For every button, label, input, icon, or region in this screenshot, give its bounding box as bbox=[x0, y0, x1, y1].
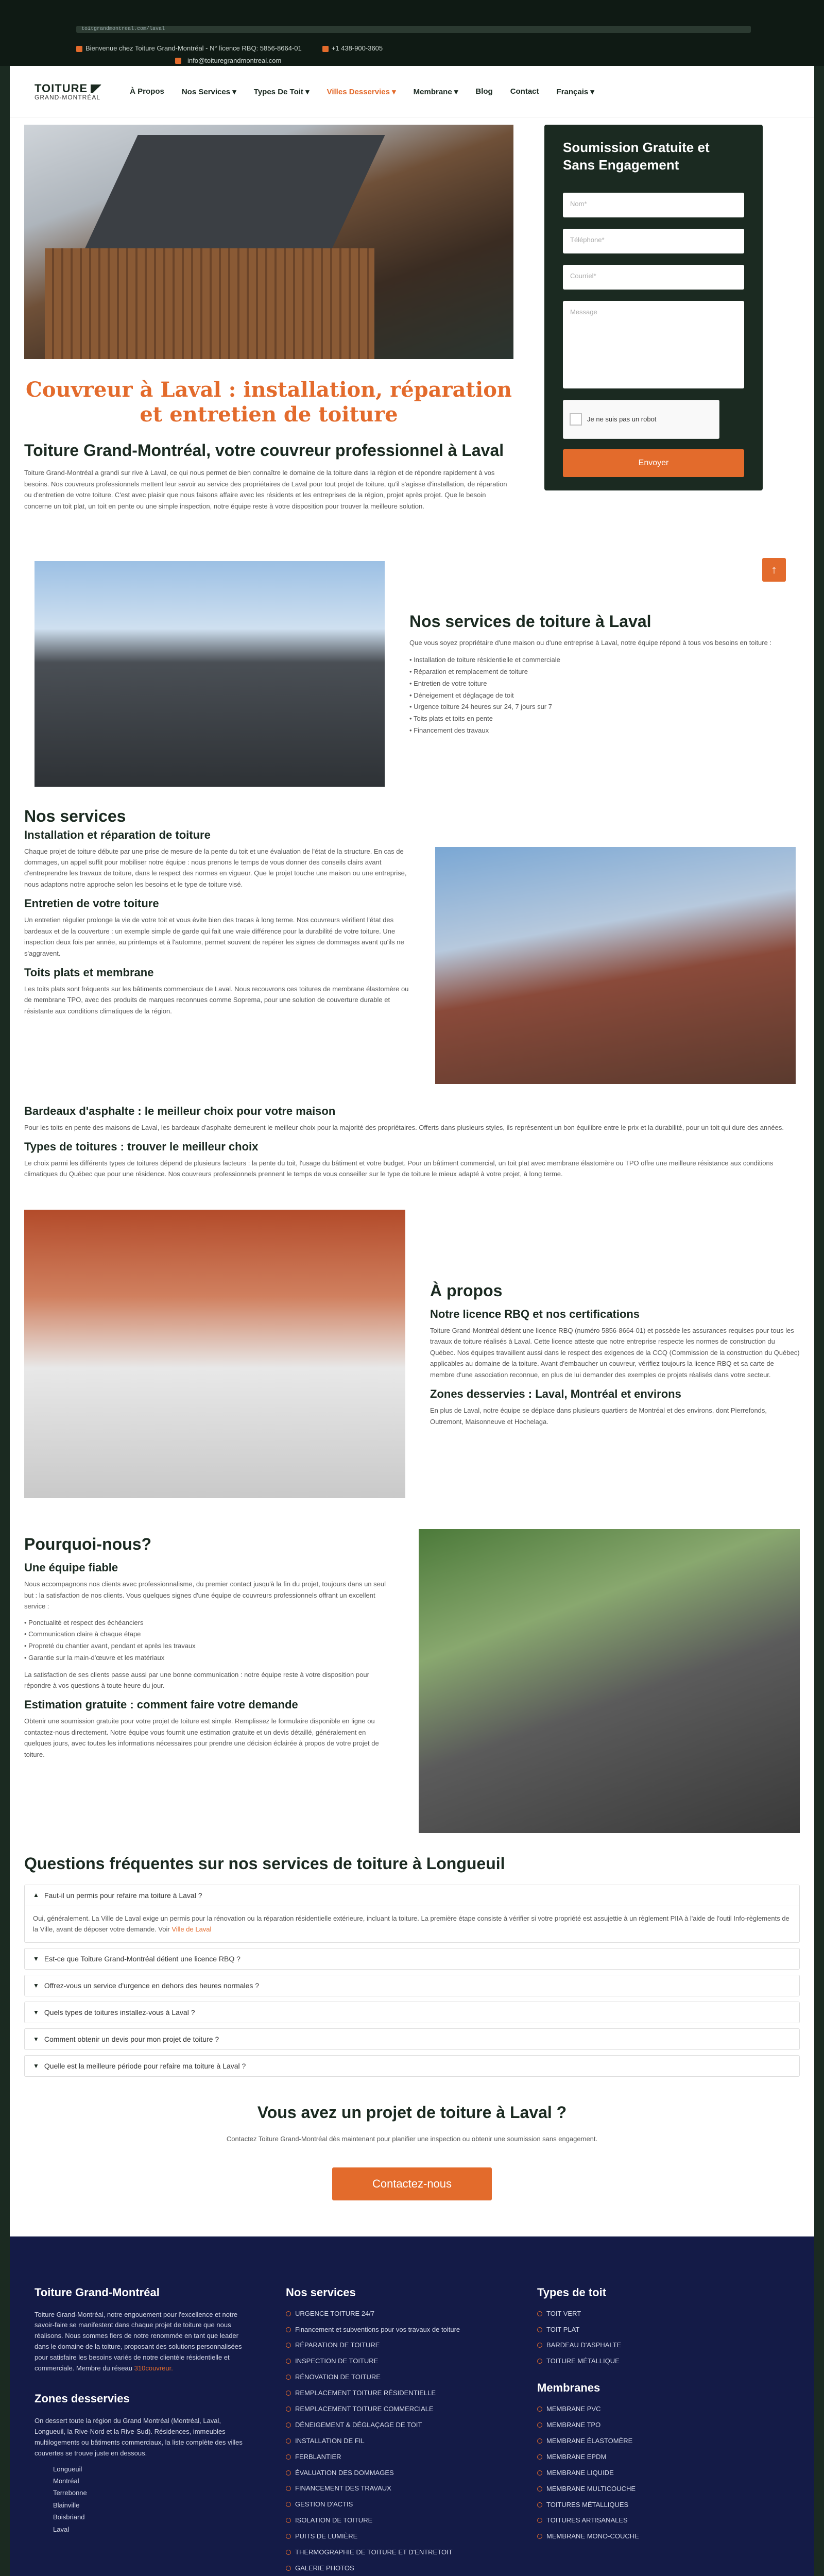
chevron-down-icon: ▼ bbox=[33, 1981, 39, 1989]
faq-item[interactable]: ▼ Comment obtenir un devis pour mon projet de toiture ? bbox=[24, 2028, 800, 2050]
entretien-text: Un entretien régulier prolonge la vie de votre toit et vous évite bien des tracas à long terme. Nos couvreurs vérifient l'état des bardeaux et de la couverture : un exemple simple de garde qui fait une vraie différence pour la durabilité de votre toiture. Une inspection deux fois par année, au printemps et à l'automne, permet souvent de repérer les signes de dommages avant qu'ils ne s'aggravent. bbox=[24, 916, 404, 957]
nav-item-services[interactable]: Nos Services ▾ bbox=[181, 87, 236, 96]
installation-title: Installation et réparation de toiture bbox=[24, 828, 211, 841]
recaptcha[interactable] bbox=[563, 400, 719, 439]
footer-membranes-title: Membranes bbox=[537, 2381, 600, 2395]
zone-link[interactable]: Terrebonne bbox=[53, 2489, 87, 2497]
footer-link[interactable]: TOIT PLAT bbox=[537, 2326, 753, 2334]
contact-button[interactable]: Contactez-nous bbox=[332, 2167, 492, 2200]
footer-link[interactable]: MEMBRANE LIQUIDE bbox=[537, 2469, 753, 2478]
services-title: Nos services de toiture à Laval bbox=[409, 612, 651, 631]
zone-link[interactable]: Longueuil bbox=[53, 2465, 82, 2473]
services-intro: Que vous soyez propriétaire d'une maison ou d'une entreprise à Laval, notre équipe répond à tous vos besoins en toiture : bbox=[409, 638, 772, 647]
list-item: • Communication claire à chaque étape bbox=[24, 1629, 394, 1640]
footer-link[interactable]: ÉVALUATION DES DOMMAGES bbox=[286, 2469, 502, 2478]
footer-link[interactable]: RÉNOVATION DE TOITURE bbox=[286, 2373, 502, 2382]
nav-item-membrane[interactable]: Membrane ▾ bbox=[413, 87, 458, 96]
faq-section bbox=[10, 1833, 814, 2077]
chevron-up-icon: ▲ bbox=[33, 1891, 39, 1899]
cta-section bbox=[10, 2082, 814, 2236]
faq-item[interactable]: ▼ Offrez-vous un service d'urgence en dehors des heures normales ? bbox=[24, 1975, 800, 1996]
phone-link[interactable]: +1 438-900-3605 bbox=[322, 44, 383, 52]
equipe-text: Nous accompagnons nos clients avec professionnalisme, du premier contact jusqu'à la fin du projet, toujours dans un seul but : la satisfaction de nos clients. Vous quelques signes d'une équipe de couvreurs professionnels offrant un excellent service : bbox=[24, 1580, 386, 1611]
chevron-down-icon: ▼ bbox=[33, 2062, 39, 2070]
welcome-text: Bienvenue chez Toiture Grand-Montréal - N° licence RBQ: 5856-8664-01 bbox=[76, 44, 302, 52]
captcha-checkbox[interactable] bbox=[570, 413, 582, 426]
footer-link[interactable]: TOITURE MÉTALLIQUE bbox=[537, 2357, 753, 2366]
footer-link[interactable]: REMPLACEMENT TOITURE COMMERCIALE bbox=[286, 2405, 502, 2414]
hero-image bbox=[24, 125, 513, 359]
list-item: • Réparation et remplacement de toiture bbox=[409, 666, 771, 678]
cta-text: Contactez Toiture Grand-Montréal dès maintenant pour planifier une inspection ou obtenir une soumission sans engagement. bbox=[226, 2135, 598, 2143]
apropos-title: À propos bbox=[430, 1281, 503, 1300]
faq-title: Questions fréquentes sur nos services de toiture à Longueuil bbox=[24, 1854, 505, 1873]
captcha-label: Je ne suis pas un robot bbox=[587, 415, 657, 423]
services-section bbox=[10, 512, 814, 787]
logo-text-bottom: GRAND-MONTRÉAL bbox=[35, 93, 101, 101]
footer-link[interactable]: FERBLANTIER bbox=[286, 2453, 502, 2462]
home-icon bbox=[76, 46, 82, 52]
top-bar bbox=[0, 0, 824, 66]
footer-link[interactable]: Financement et subventions pour vos travaux de toiture bbox=[286, 2326, 502, 2334]
types-title: Types de toitures : trouver le meilleur choix bbox=[24, 1140, 259, 1153]
footer-zones-text: On dessert toute la région du Grand Montréal (Montréal, Laval, Longueuil, la Rive-Nord et la Rive-Sud). Résidences, immeubles multilogements ou bâtiments commerciaux, la liste complète des villes couvertes se trouve juste en dessous. bbox=[35, 2417, 243, 2457]
zones-text: En plus de Laval, notre équipe se déplace dans plusieurs quartiers de Montréal et des environs, dont Pierrefonds, Outremont, Maisonneuve et Hochelaga. bbox=[430, 1406, 767, 1426]
message-field[interactable]: Message bbox=[563, 301, 744, 388]
page-title: Couvreur à Laval : installation, réparation et entretien de toiture bbox=[26, 378, 512, 427]
toits-plats-title: Toits plats et membrane bbox=[24, 966, 154, 979]
footer-link[interactable]: INSTALLATION DE FIL bbox=[286, 2437, 502, 2446]
worker-image bbox=[24, 1210, 405, 1498]
faq-item-open[interactable] bbox=[24, 1885, 800, 1943]
zone-link[interactable]: Blainville bbox=[53, 2501, 80, 2509]
list-item: • Propreté du chantier avant, pendant et après les travaux bbox=[24, 1640, 394, 1652]
footer-link[interactable]: ISOLATION DE TOITURE bbox=[286, 2516, 502, 2525]
list-item: • Urgence toiture 24 heures sur 24, 7 jours sur 7 bbox=[409, 701, 771, 713]
footer-link[interactable]: INSPECTION DE TOITURE bbox=[286, 2357, 502, 2366]
nav-item-blog[interactable]: Blog bbox=[475, 87, 493, 96]
licence-text: Toiture Grand-Montréal détient une licence RBQ (numéro 5856-8664-01) et possède les assurances requises pour tous les travaux de toiture réalisés à Laval. Cette licence atteste que notre entreprise respecte les normes de construction du Québec. Nos équipes travaillent aussi dans le respect des exigences de la CCQ (Commission de la construction du Québec) applicables au domaine de la toiture. Avant d'embaucher un couvreur, vérifiez toujours la licence RBQ et sa carte de membre d'une association reconnue, en plus de lui demander des exemples de projets réalisés dans votre secteur. bbox=[430, 1327, 800, 1379]
footer-link[interactable]: THERMOGRAPHIE DE TOITURE ET D'ENTRETOIT bbox=[286, 2548, 502, 2557]
bardeaux-title: Bardeaux d'asphalte : le meilleur choix pour votre maison bbox=[24, 1104, 336, 1117]
zone-link[interactable]: Laval bbox=[53, 2525, 70, 2533]
zone-link[interactable]: Montréal bbox=[53, 2477, 79, 2485]
scroll-top-button[interactable]: ↑ bbox=[762, 558, 786, 582]
footer bbox=[10, 2236, 814, 2576]
footer-link[interactable]: PUITS DE LUMIÈRE bbox=[286, 2532, 502, 2541]
toits-plats-text: Les toits plats sont fréquents sur les bâtiments commerciaux de Laval. Nous recouvrons ces toitures de membrane élastomère ou de membrane TPO, avec des produits de marques reconnues comme Soprema, pour une solution de couverture durable et résistante aux conditions climatiques de la région. bbox=[24, 985, 409, 1015]
nos-services-title: Nos services bbox=[24, 807, 126, 826]
footer-zones-title: Zones desservies bbox=[35, 2392, 130, 2405]
footer-link[interactable]: GESTION D'ACTIS bbox=[286, 2500, 502, 2509]
logo[interactable] bbox=[35, 83, 104, 100]
footer-link[interactable]: TOITURES ARTISANALES bbox=[537, 2516, 753, 2525]
footer-about-title: Toiture Grand-Montréal bbox=[35, 2285, 160, 2299]
footer-link[interactable]: MEMBRANE ÉLASTOMÈRE bbox=[537, 2437, 753, 2446]
email-link[interactable]: info@toituregrandmontreal.com bbox=[175, 57, 281, 64]
page bbox=[10, 0, 814, 2576]
equipe-title: Une équipe fiable bbox=[24, 1561, 118, 1574]
form-title: Soumission Gratuite et Sans Engagement bbox=[563, 140, 710, 173]
footer-link[interactable]: TOITURES MÉTALLIQUES bbox=[537, 2501, 753, 2510]
services-list bbox=[409, 654, 771, 736]
bardeaux-text: Pour les toits en pente des maisons de Laval, les bardeaux d'asphalte demeurent le meilleur choix pour la majorité des propriétaires. Offerts dans plusieurs styles, ils représentent un bon équilibre entre le prix et la durabilité, pour un toit qui dure des années. bbox=[24, 1123, 784, 1131]
list-item: • Ponctualité et respect des échéanciers bbox=[24, 1617, 394, 1629]
list-item: • Financement des travaux bbox=[409, 725, 771, 737]
footer-about-text: Toiture Grand-Montréal, notre engouement pour l'excellence et notre savoir-faire se manifestent dans chaque projet de toiture que nous réalisons. Nous sommes fiers de notre renommée en tant que leader dans le domaine de la toiture, proposant des solutions personnalisées pour satisfaire les besoins variés de notre clientèle résidentielle et commerciale. Membre du réseau bbox=[35, 2310, 242, 2372]
nav-item-contact[interactable]: Contact bbox=[510, 87, 539, 96]
hero-subtitle: Toiture Grand-Montréal, votre couvreur professionnel à Laval bbox=[24, 441, 504, 460]
cta-title: Vous avez un projet de toiture à Laval ? bbox=[257, 2103, 567, 2122]
submit-button[interactable]: Envoyer bbox=[563, 449, 744, 477]
footer-link[interactable]: MEMBRANE EPDM bbox=[537, 2453, 753, 2462]
roof-image bbox=[435, 847, 796, 1084]
quote-form bbox=[544, 125, 763, 490]
faq-item[interactable]: ▼ Quels types de toitures installez-vous à Laval ? bbox=[24, 2002, 800, 2023]
email-field[interactable]: Courriel* bbox=[563, 265, 744, 290]
mail-icon bbox=[175, 58, 181, 64]
types-text: Le choix parmi les différents types de toitures dépend de plusieurs facteurs : la pente du toit, l'usage du bâtiment et votre budget. Pour un bâtiment commercial, un toit plat avec membrane élastomère ou TPO offre une meilleure résistance aux conditions climatiques du Québec que pour une résidence. Nos couvreurs professionnels prennent le temps de vous conseiller sur le type de toiture le mieux adapté à votre projet, à long terme. bbox=[24, 1159, 774, 1178]
nav-item-a-propos[interactable]: À Propos bbox=[130, 87, 164, 96]
faq-question: Faut-il un permis pour refaire ma toiture à Laval ? bbox=[44, 1891, 202, 1900]
list-item: • Garantie sur la main-d'œuvre et les matériaux bbox=[24, 1652, 394, 1664]
chevron-down-icon: ▼ bbox=[33, 2008, 39, 2016]
nav-item-villes[interactable]: Villes Desservies ▾ bbox=[327, 87, 396, 96]
footer-link[interactable]: URGENCE TOITURE 24/7 bbox=[286, 2310, 502, 2318]
logo-text-top: TOITURE bbox=[35, 81, 88, 95]
pourquoi-section bbox=[10, 1498, 814, 1833]
footer-services-title: Nos services bbox=[286, 2285, 356, 2299]
footer-link[interactable]: DÉNEIGEMENT & DÉGLAÇAGE DE TOIT bbox=[286, 2421, 502, 2430]
chevron-down-icon: ▼ bbox=[33, 1955, 39, 1962]
installation-text: Chaque projet de toiture débute par une prise de mesure de la pente du toit et une évaluation de l'état de la structure. En cas de dommages, un appel suffit pour mobiliser notre équipe : nous prenons le temps de vous donner des conseils clairs avant d'entreprendre les travaux de toiture, dans le respect des normes en vigueur. Que le projet touche une maison ou une entreprise, nous adaptons notre approche selon les besoins et le type de toiture visé. bbox=[24, 847, 407, 888]
list-item: • Déneigement et déglaçage de toit bbox=[409, 690, 771, 702]
pourquoi-title: Pourquoi-nous? bbox=[24, 1534, 152, 1553]
list-item: • Entretien de votre toiture bbox=[409, 678, 771, 690]
licence-title: Notre licence RBQ et nos certifications bbox=[430, 1308, 640, 1320]
zone-link[interactable]: Boisbriand bbox=[53, 2513, 85, 2521]
nos-services-section bbox=[10, 787, 814, 1180]
faq-item[interactable]: ▼ Est-ce que Toiture Grand-Montréal détient une licence RBQ ? bbox=[24, 1948, 800, 1970]
shingles-image bbox=[419, 1529, 800, 1833]
list-item: • Installation de toiture résidentielle et commerciale bbox=[409, 654, 771, 666]
ville-laval-link[interactable]: Ville de Laval bbox=[171, 1925, 212, 1934]
faq-item[interactable]: ▼ Quelle est la meilleure période pour refaire ma toiture à Laval ? bbox=[24, 2055, 800, 2077]
chevron-down-icon: ▼ bbox=[33, 2035, 39, 2043]
entretien-title: Entretien de votre toiture bbox=[24, 897, 159, 910]
network-link[interactable]: 310couvreur. bbox=[134, 2364, 173, 2372]
footer-link[interactable]: REMPLACEMENT TOITURE RÉSIDENTIELLE bbox=[286, 2389, 502, 2398]
footer-link[interactable]: MEMBRANE PVC bbox=[537, 2405, 753, 2414]
hero-intro: Toiture Grand-Montréal a grandi sur rive à Laval, ce qui nous permet de bien connaître le domaine de la toiture dans la région et de répondre rapidement à vos besoins. Nos couvreurs professionnels mettent leur savoir au service des propriétaires de Laval pour tout projet de toiture, qu'il s'agisse d'installation, de réparation ou d'entretien de votre toiture. C'est avec plaisir que nous faisons affaire avec les résidents et les entreprises de la région, projet après projet. Que le besoin concerne un toit plat, un toit en pente ou une simple inspection, notre équipe reste à votre disposition pour trouver la meilleure solution. bbox=[24, 469, 507, 510]
roof-icon bbox=[91, 84, 104, 93]
footer-link[interactable]: GALERIE PHOTOS bbox=[286, 2564, 502, 2573]
menu bbox=[130, 87, 594, 96]
footer-link[interactable]: MEMBRANE TPO bbox=[537, 2421, 753, 2430]
estimation-text: Obtenir une soumission gratuite pour votre projet de toiture est simple. Remplissez le formulaire disponible en ligne ou contactez-nous directement. Notre équipe vous fournit une estimation gratuite et un devis détaillé, généralement en quelques jours, avec toutes les informations nécessaires pour prendre une décision éclairée à propos de votre projet de toiture. bbox=[24, 1717, 379, 1758]
satisfaction-text: La satisfaction de ses clients passe aussi par une bonne communication : notre équipe reste à votre disposition pour répondre à vos questions à toute heure du jour. bbox=[24, 1670, 369, 1689]
nav-item-language[interactable]: Français ▾ bbox=[556, 87, 594, 96]
apropos-section bbox=[10, 1180, 814, 1498]
list-item: • Toits plats et toits en pente bbox=[409, 713, 771, 725]
footer-link[interactable]: RÉPARATION DE TOITURE bbox=[286, 2341, 502, 2350]
services-image bbox=[35, 561, 385, 787]
footer-link[interactable]: BARDEAU D'ASPHALTE bbox=[537, 2341, 753, 2350]
estimation-title: Estimation gratuite : comment faire votre demande bbox=[24, 1698, 298, 1711]
zones-title: Zones desservies : Laval, Montréal et environs bbox=[430, 1387, 681, 1401]
faq-answer: Oui, généralement. La Ville de Laval exige un permis pour la rénovation ou la réparation résidentielle extérieure, incluant la toiture. La première étape consiste à vérifier si votre propriété est assujettie à un règlement PIIA à l'aide de l'outil Info-règlements de la Ville, avant de déposer votre demande. Voir bbox=[33, 1914, 789, 1934]
phone-field[interactable]: Téléphone* bbox=[563, 229, 744, 253]
footer-link[interactable]: MEMBRANE MONO-COUCHE bbox=[537, 2532, 753, 2541]
name-field[interactable]: Nom* bbox=[563, 193, 744, 217]
footer-types-title: Types de toit bbox=[537, 2285, 607, 2299]
nav-item-types[interactable]: Types De Toit ▾ bbox=[253, 87, 310, 96]
address-bar[interactable]: toitgrandmontreal.com/laval bbox=[76, 26, 751, 33]
footer-link[interactable]: FINANCEMENT DES TRAVAUX bbox=[286, 2484, 502, 2493]
footer-link[interactable]: TOIT VERT bbox=[537, 2310, 753, 2318]
main-nav bbox=[10, 66, 814, 117]
footer-link[interactable]: MEMBRANE MULTICOUCHE bbox=[537, 2485, 753, 2494]
info-row bbox=[76, 44, 383, 52]
hero bbox=[10, 117, 814, 512]
phone-icon bbox=[322, 46, 329, 52]
